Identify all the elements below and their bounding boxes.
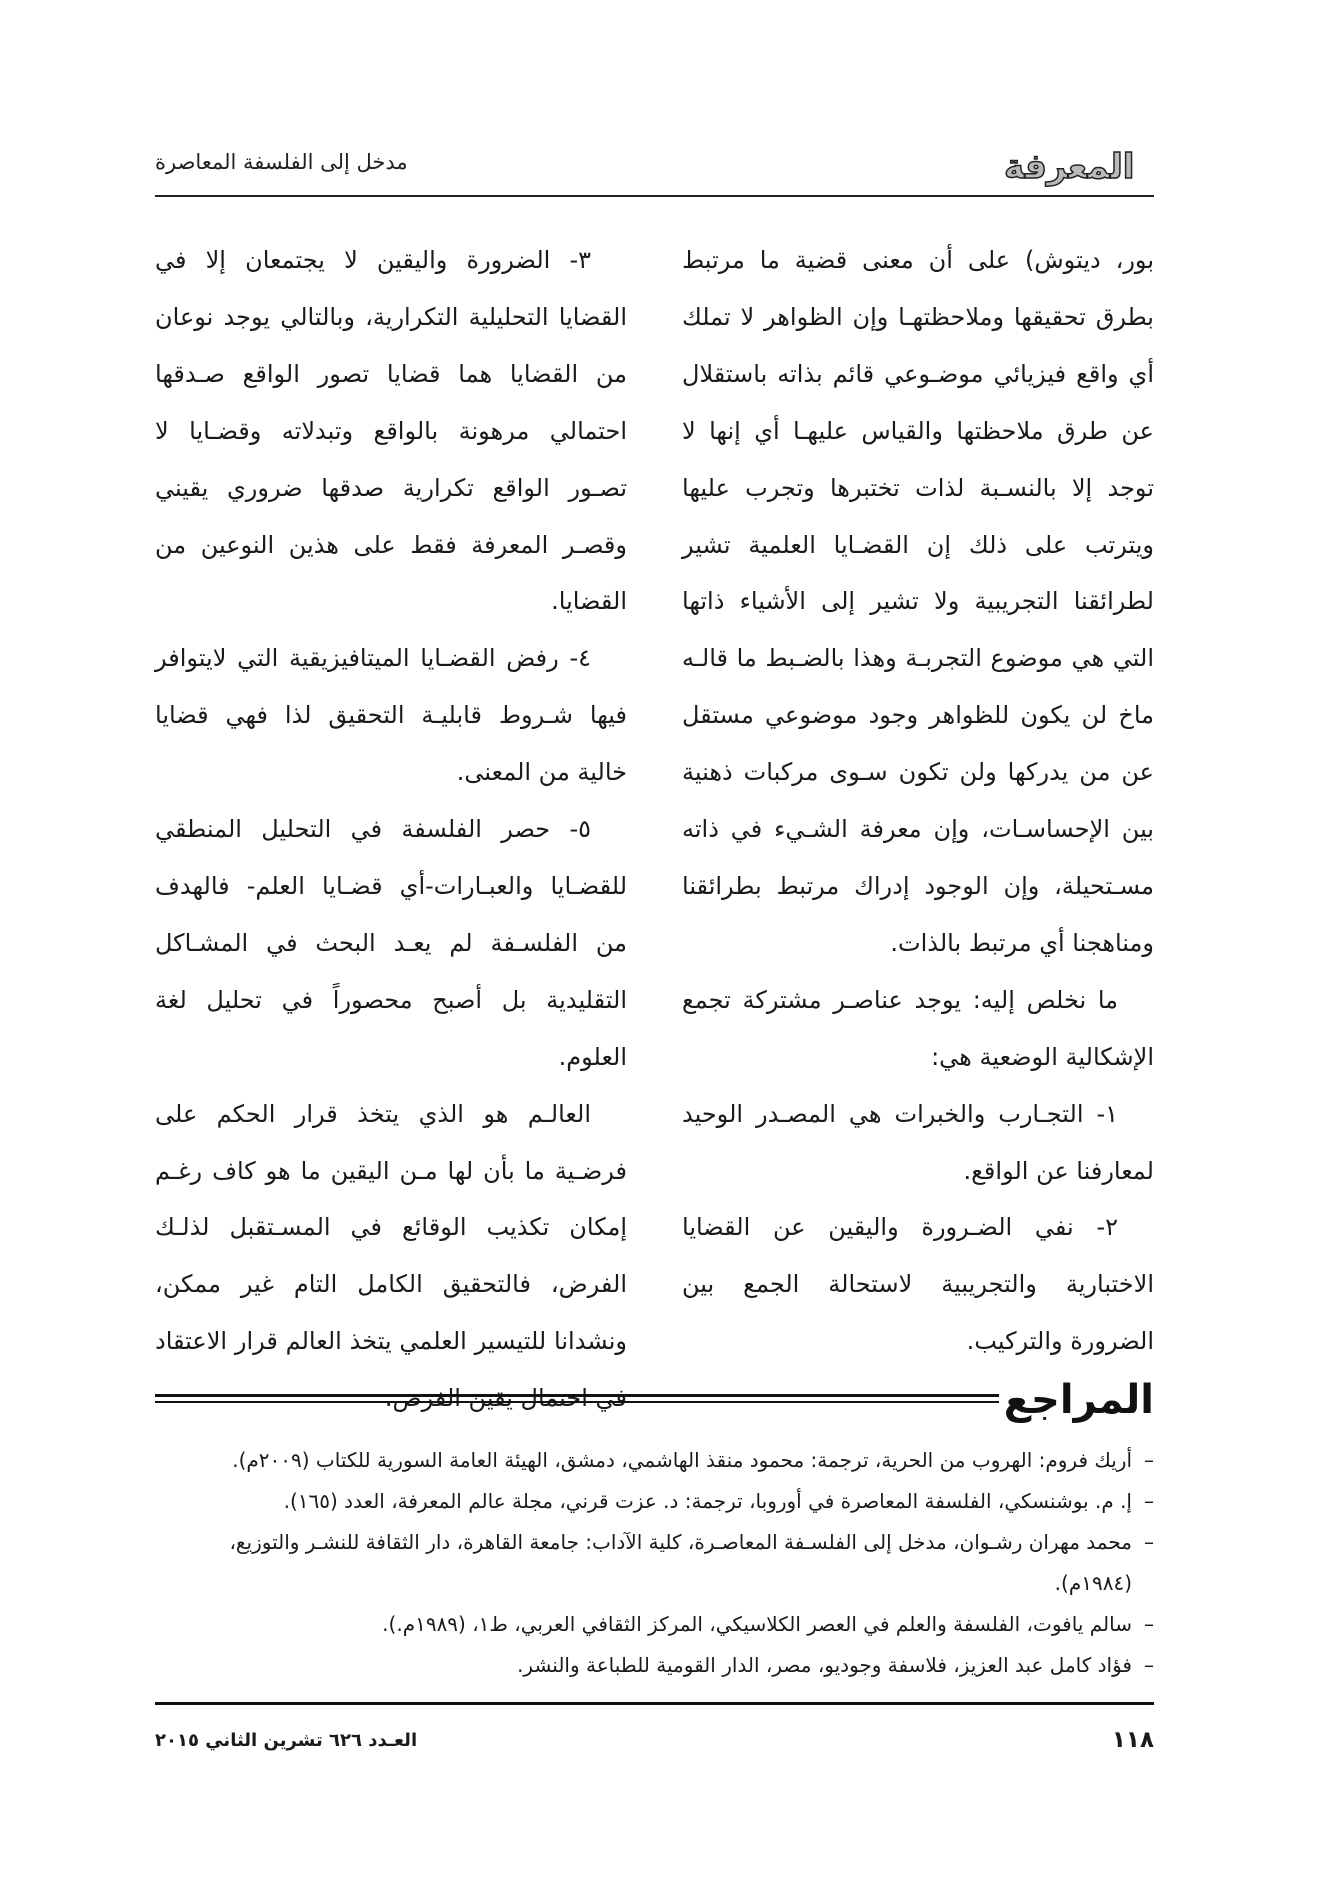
right-column bbox=[682, 232, 1154, 1370]
reference-item: – أريك فروم: الهروب من الحرية، ترجمة: محمود منقذ الهاشمي، دمشق، الهيئة العامة السورية للكتاب (٢٠٠٩م). bbox=[155, 1440, 1154, 1481]
references-rule bbox=[155, 1394, 999, 1403]
reference-item: – فؤاد كامل عبد العزيز، فلاسفة وجوديو، مصر، الدار القومية للطباعة والنشر. bbox=[155, 1645, 1154, 1686]
magazine-logo-text: المعرفة bbox=[1004, 147, 1135, 187]
reference-item: – محمد مهران رشـوان، مدخل إلى الفلسـفة المعاصـرة، كلية الآداب: جامعة القاهرة، دار الثقافة للنشـر والتوزيع، (١٩٨٤م). bbox=[155, 1522, 1154, 1604]
page-number: ١١٨ bbox=[1111, 1727, 1154, 1753]
issue-info: العـدد ٦٢٦ تشرين الثاني ٢٠١٥ bbox=[155, 1730, 418, 1751]
paragraph: ١- التجـارب والخبرات هي المصـدر الوحيد لمعارفنا عن الواقع. bbox=[682, 1099, 1154, 1185]
magazine-logo bbox=[1004, 146, 1154, 188]
references-heading: المراجع bbox=[1003, 1377, 1154, 1423]
references-header bbox=[155, 1370, 1154, 1430]
paragraph: ما نخلص إليه: يوجد عناصـر مشتركة تجمع الإشكالية الوضعية هي: bbox=[682, 985, 1154, 1071]
left-column bbox=[155, 232, 627, 1427]
references-list bbox=[155, 1440, 1154, 1686]
paragraph: ٤- رفض القضـايا الميتافيزيقية التي لايتوافر فيها شـروط قابليـة التحقيق لذا فهي قضايا خالية من المعنى. bbox=[155, 644, 627, 787]
paragraph: بور، ديتوش) على أن معنى قضية ما مرتبط بطرق تحقيقها وملاحظتهـا وإن الظواهر لا تملك أي واقع فيزيائي موضـوعي قائم بذاته باستقلال عن طرق ملاحظتها والقياس عليهـا أي إنها لا توجد إلا بالنسـبة لذات تختبرها وتجرب عليها ويترتب على ذلك إن القضـايا العلمية تشير لطرائقنا التجريبية ولا تشير إلى الأشياء ذاتها التي هي موضوع التجربـة وهذا بالضـبط ما قالـه ماخ لن يكون للظواهر وجود موضوعي مستقل عن من يدركها ولن تكون سـوى مركبات ذهنية بين الإحساسـات، وإن معرفة الشـيء في ذاته مسـتحيلة، وإن الوجود إدراك مرتبط بطرائقنا ومناهجنا أي مرتبط بالذات. bbox=[682, 246, 1154, 957]
paragraph: ٢- نفي الضـرورة واليقين عن القضايا الاختبارية والتجريبية لاستحالة الجمع بين الضرورة والتركيب. bbox=[682, 1213, 1154, 1356]
paragraph: ٥- حصر الفلسفة في التحليل المنطقي للقضـايا والعبـارات-أي قضـايا العلم- فالهدف من الفلسـفة لم يعـد البحث في المشـاكل التقليدية بل أصبح محصوراً في تحليل لغة العلوم. bbox=[155, 815, 627, 1071]
footer-rule bbox=[155, 1702, 1154, 1705]
reference-item: – سالم يافوت، الفلسفة والعلم في العصر الكلاسيكي، المركز الثقافي العربي، ط١، (١٩٨٩م.). bbox=[155, 1604, 1154, 1645]
header-rule bbox=[155, 195, 1154, 197]
paragraph: العالـم هو الذي يتخذ قرار الحكم على فرضـية ما بأن لها مـن اليقين ما هو كاف رغـم إمكان تكذيب الوقائع في المسـتقبل لذلـك الفرض، فالتحقيق الكامل التام غير ممكن، ونشدانا للتيسير العلمي يتخذ العالم قرار الاعتقاد في احتمال يقين الفرض. bbox=[155, 1099, 627, 1413]
paragraph: ٣- الضرورة واليقين لا يجتمعان إلا في القضايا التحليلية التكرارية، وبالتالي يوجد نوعان من القضايا هما قضايا تصور الواقع صـدقها احتمالي مرهونة بالواقع وتبدلاته وقضـايا لا تصـور الواقع تكرارية صدقها ضروري يقيني وقصـر المعرفة فقط على هذين النوعين من القضايا. bbox=[155, 246, 627, 616]
reference-item: – إ. م. بوشنسكي، الفلسفة المعاصرة في أوروبا، ترجمة: د. عزت قرني، مجلة عالم المعرفة، العدد (١٦٥). bbox=[155, 1481, 1154, 1522]
running-title: مدخل إلى الفلسفة المعاصرة bbox=[155, 150, 408, 174]
